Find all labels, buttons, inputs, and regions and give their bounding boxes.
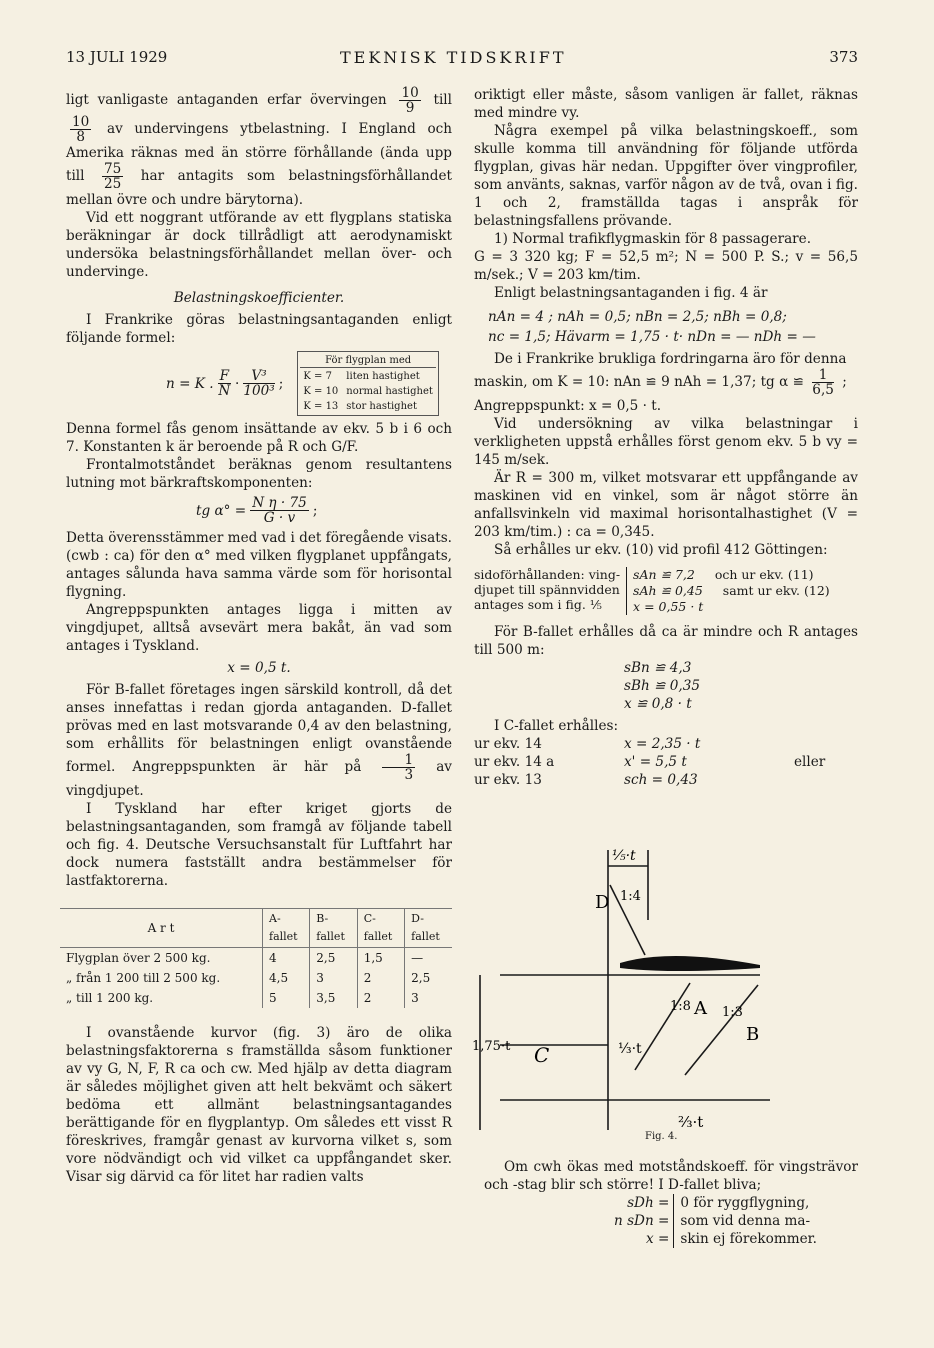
r-paragraph-7: maskin, om K = 10: nAn ≌ 9 nAh = 1,37; tg α ≌ $\frac{1}{6,5}$ ; (474, 367, 847, 398)
d-values: sDh = n sDn = x = 0 för ryggflygning, som vid denna ma- skin ej förekommer. (614, 1195, 817, 1247)
section-heading: Belastningskoefficienter. (173, 290, 345, 306)
page-header (0, 48, 934, 70)
right-column-bottom (484, 1158, 858, 1248)
r-paragraph-13: I C-fallet erhålles: (494, 718, 619, 734)
r-paragraph-11: Så erhålles ur ekv. (10) vid profil 412 Göttingen: (494, 542, 828, 558)
paragraph-1: ligt vanligaste antaganden erfar övervingen $\frac{10}{9}$ till $\frac{10}{8}$ av undervingens ytbelastning. I England och Amerika räknas med än större förhållande (ända upp till $\frac{75}{25}$ har antagits som belastningsförhållandet mellan övre och undre bärytorna). (66, 85, 453, 208)
wing-profile (620, 956, 760, 971)
r-paragraph-14: Om cwh ökas med motståndskoeff. för vingsträvor och -stag blir sch större! I D-fallet bliva; (484, 1159, 858, 1193)
page-number: 373 (829, 48, 858, 66)
fraction-10-9: $\frac{10}{9}$ (401, 85, 419, 116)
r-paragraph-5: Enligt belastningsantaganden i fig. 4 är (494, 285, 768, 301)
table-header: A r t A-fallet B-fallet C-fallet D-fallet (60, 909, 452, 948)
label-b-slope: 1:3 (722, 1005, 743, 1020)
k-row: K = 13 stor hastighet (303, 401, 417, 412)
r-paragraph-9: Vid undersökning av vilka belastningar i verkligheten uppstå erhålles först genom ekv. 5 b vy = 145 m/sek. (474, 416, 858, 468)
table-row: Flygplan över 2 500 kg. 4 2,5 1,5 — (60, 948, 452, 969)
fraction-10-8: $\frac{10}{8}$ (72, 114, 90, 145)
paragraph-8: För B-fallet företages ingen särskild kontroll, då det anses innefattas i redan gjorda antaganden. D-fallet prövas med en last motsvarande 0,4 av den belastning, som erhållits för belastningen enligt ovanstående formel. Angreppspunkten är här på $\frac{1}{3}$ av vingdjupet. (66, 682, 452, 799)
r-equation-1: nAn = 4 ; nAh = 0,5; nBn = 2,5; nBh = 0,8; (488, 309, 787, 325)
label-left: 1,75·t (472, 1039, 511, 1054)
r-paragraph-12: För B-fallet erhålles då ca är mindre och R antages till 500 m: (474, 624, 858, 658)
fraction-1-3: $\frac{1}{3}$ (382, 753, 415, 782)
equation-x: x = 0,5 t. (227, 660, 291, 676)
paragraph-4: Denna formel fås genom insättande av ekv. 5 b i 6 och 7. Konstanten k är beroende på R och G/F. (66, 421, 452, 455)
paragraph-9: I Tyskland har efter kriget gjorts de belastningsantaganden, som framgå av följande tabell och fig. 4. Deutsche Versuchsanstalt für Luftfahrt har dock numera fastställt andra bestämmelser för lastfaktorerna. (66, 801, 452, 889)
r-paragraph-3: 1) Normal trafikflygmaskin för 8 passagerare. (494, 231, 812, 247)
force-arrow-a (635, 983, 690, 1070)
label-d-slope: 1:4 (620, 889, 641, 904)
b-values: sBn ≌ 4,3 sBh ≌ 0,35 x ≌ 0,8 · t (624, 660, 701, 712)
table-row: „ till 1 200 kg. 5 3,5 2 3 (60, 988, 452, 1008)
label-top: ⅟₅·t (612, 848, 636, 864)
label-mid: ⅓·t (618, 1041, 642, 1057)
paragraph-6: Detta överensstämmer med vad i det föregående visats. (cwb : ca) för den α° med vilken flygplanet uppfångats, antages sålunda hava samma värde som för horisontal flygning. (66, 530, 452, 600)
paragraph-5: Frontalmotståndet beräknas genom resultantens lutning mot bärkraftskomponenten: (66, 457, 452, 491)
label-d: D (595, 892, 610, 913)
french-formula: n = K . $\frac{F}{N}$ · $\frac{\text{V³}}{\text{100³}}$ ; För flygplan med K = 7 liten hastighet K = 10 normal hastighet K = 13 stor hastighet (166, 351, 452, 416)
label-c: C (534, 1043, 550, 1067)
tg-formula: tg α° = $\frac{\text{N η · 75}}{G \cdot v}$ ; (196, 495, 318, 526)
r-paragraph-1: oriktigt eller måste, såsom vanligen är fallet, räknas med mindre vy. (474, 87, 858, 121)
c-values: ur ekv. 14 ur ekv. 14 a ur ekv. 13 x = 2,35 · t x' = 5,5 t sch = 0,43 eller (474, 736, 826, 788)
paragraph-2: Vid ett noggrant utförande av ett flygplans statiska beräkningar är dock tillrådligt att aerodynamiskt undersöka belastningsförhållandet mellan över- och undervinge. (66, 210, 452, 280)
label-bottom: ⅔·t (678, 1113, 704, 1131)
r-paragraph-6: De i Frankrike brukliga fordringarna äro för denna (494, 351, 847, 367)
left-column (66, 86, 452, 1186)
paragraph-3: I Frankrike göras belastningsantaganden enligt följande formel: (66, 312, 452, 346)
r-paragraph-4: G = 3 320 kg; F = 52,5 m²; N = 500 P. S.; v = 56,5 m/sek.; V = 203 km/tim. (474, 249, 858, 283)
journal-title: TEKNISK TIDSKRIFT (340, 48, 567, 67)
label-a: A (694, 998, 707, 1019)
k-row: K = 10 normal hastighet (303, 386, 433, 397)
k-factor-box: För flygplan med K = 7 liten hastighet K = 10 normal hastighet K = 13 stor hastighet (297, 351, 439, 416)
side-ratio-block: sidoförhållanden: ving- djupet till spännvidden antages som i fig. ⅟₅ sAn ≌ 7,2 och ur ekv. (11) sAh ≌ 0,45 samt ur ekv. (12) x = 0,55 · t (474, 567, 830, 614)
label-a-slope: 1:8 (670, 999, 691, 1014)
r-paragraph-8: Angreppspunkt: x = 0,5 · t. (474, 398, 662, 414)
k-row: K = 7 liten hastighet (303, 371, 420, 382)
right-column (474, 86, 858, 789)
table-row: „ från 1 200 till 2 500 kg. 4,5 3 2 2,5 (60, 968, 452, 988)
r-paragraph-10: Är R = 300 m, vilket motsvarar ett uppfångande av maskinen vid en vinkel, som är något större än anfallsvinkeln vid maximal horisontalhastighet (V = 203 km/tim.) : ca = 0,345. (474, 470, 858, 540)
figure-caption: Fig. 4. (645, 1131, 678, 1142)
fraction-75-25: $\frac{75}{25}$ (103, 161, 122, 192)
load-factor-table (60, 908, 452, 1008)
label-b: B (746, 1024, 760, 1045)
paragraph-7: Angreppspunkten antages ligga i mitten av vingdjupet, alltså avsevärt mera bakåt, än vad som antages i Tyskland. (66, 602, 452, 654)
figure-4-diagram (470, 840, 890, 1140)
header-date: 13 JULI 1929 (66, 48, 168, 66)
r-equation-2: nc = 1,5; Hävarm = 1,75 · t· nDn = — nDh = — (488, 329, 816, 345)
paragraph-10: I ovanstående kurvor (fig. 3) äro de olika belastningsfaktorerna s framställda såsom funktioner av vy G, N, F, R ca och cw. Med hjälp av detta diagram är således möjlighet given att helt bekvämt och säkert bedöma ett allmänt belastningsantagandes berättigande för en flygplantyp. Om således ett visst R föreskrives, framgår genast av kurvorna vilket s, som vore nödvändigt och vid vilket ca uppfångandet sker. Visar sig därvid ca för litet har radien valts (66, 1025, 452, 1185)
r-paragraph-2: Några exempel på vilka belastningskoeff., som skulle komma till användning för följande utförda flygplan, givas här nedan. Uppgifter över vingprofiler, som använts, saknas, varför någon av de två, ovan i fig. 1 och 2, framställda tagas i anspråk för belastningsfallens prövande. (474, 123, 858, 229)
